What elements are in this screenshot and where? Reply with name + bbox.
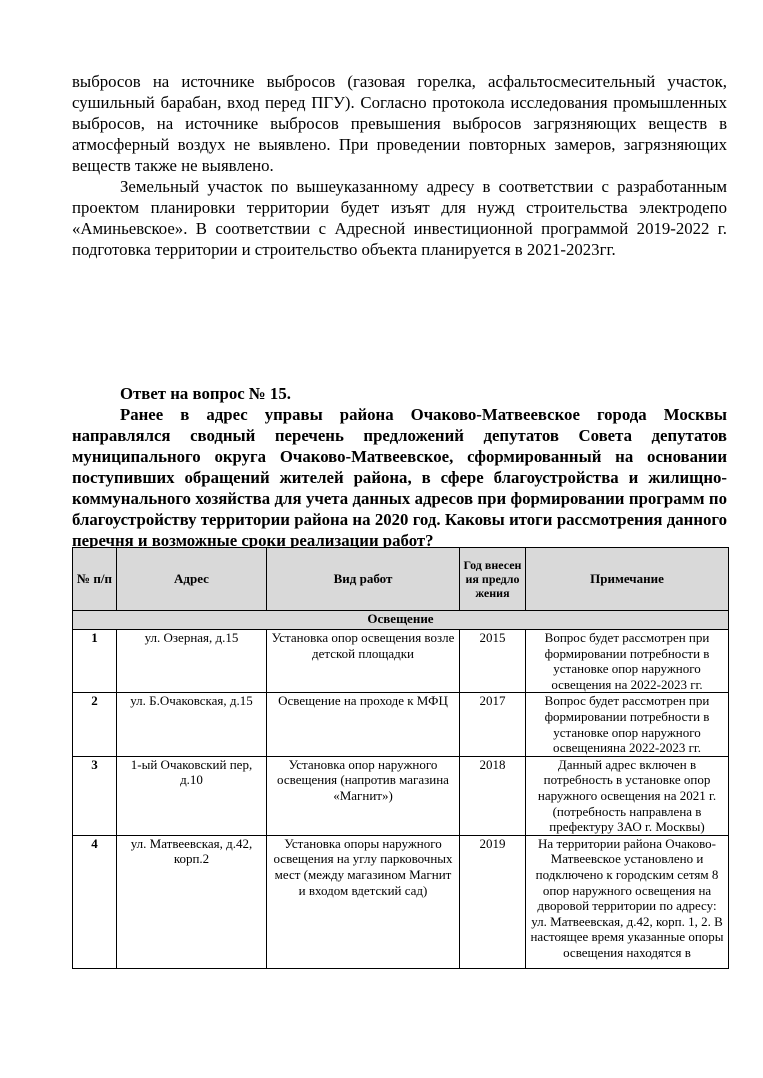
header-num: № п/п <box>73 548 117 611</box>
cell-work: Установка опоры наружного освещения на углу парковочных мест (между магазином Магнит и входом вдетский сад) <box>267 835 460 968</box>
cell-year: 2018 <box>460 756 526 835</box>
cell-num: 4 <box>73 835 117 968</box>
cell-num: 3 <box>73 756 117 835</box>
paragraph-land-plot: Земельный участок по вышеуказанному адресу в соответствии с разработанным проектом планировки территории будет изъят для нужд строительства электродепо «Аминьевское». В соответствии с Адресной инвестиционной программой 2019-2022 г. подготовка территории и строительство объекта планируется в 2021-2023гг. <box>72 177 727 259</box>
question-block <box>72 383 727 551</box>
cell-address: ул. Матвеевская, д.42, корп.2 <box>117 835 267 968</box>
paragraph-emissions: выбросов на источнике выбросов (газовая горелка, асфальтосмесительный участок, сушильный барабан, вход перед ПГУ). Согласно протокола исследования промышленных выбросов, на источнике выбросов превышения выбросов загрязняющих веществ в атмосферный воздух не выявлено. При проведении повторных замеров, загрязняющих веществ также не выявлено. <box>72 72 727 175</box>
table-section-row <box>73 611 729 630</box>
question-heading: Ответ на вопрос № 15. <box>120 384 291 403</box>
cell-note: Данный адрес включен в потребность в установке опор наружного освещения на 2021 г. (потребность направлена в префектуру ЗАО г. Москвы) <box>526 756 729 835</box>
table-header-row <box>73 548 729 611</box>
cell-num: 1 <box>73 630 117 693</box>
table-row <box>73 756 729 835</box>
header-note: Примечание <box>526 548 729 611</box>
cell-work: Установка опор наружного освещения (напротив магазина «Магнит») <box>267 756 460 835</box>
cell-year: 2015 <box>460 630 526 693</box>
cell-note: Вопрос будет рассмотрен при формировании потребности в установке опор наружного освещенияна 2022-2023 гг. <box>526 693 729 756</box>
cell-year: 2017 <box>460 693 526 756</box>
cell-address: 1-ый Очаковский пер, д.10 <box>117 756 267 835</box>
table-row <box>73 693 729 756</box>
section-label: Освещение <box>73 611 729 630</box>
cell-address: ул. Озерная, д.15 <box>117 630 267 693</box>
cell-num: 2 <box>73 693 117 756</box>
header-work: Вид работ <box>267 548 460 611</box>
body-text-block <box>72 71 727 260</box>
cell-address: ул. Б.Очаковская, д.15 <box>117 693 267 756</box>
cell-year: 2019 <box>460 835 526 968</box>
table-row <box>73 630 729 693</box>
header-year: Год внесения предложения <box>460 548 526 611</box>
cell-work: Установка опор освещения возле детской площадки <box>267 630 460 693</box>
question-text: Ранее в адрес управы района Очаково-Матвеевское города Москвы направлялся сводный перечень предложений депутатов Совета депутатов муниципального округа Очаково-Матвеевское, сформированный на основании поступивших обращений жителей района, в сфере благоустройства и жилищно-коммунального хозяйства для учета данных адресов при формировании программ по благоустройству территории района на 2020 год. Каковы итоги рассмотрения данного перечня и возможные сроки реализации работ? <box>72 405 727 550</box>
header-address: Адрес <box>117 548 267 611</box>
cell-note: Вопрос будет рассмотрен при формировании потребности в установке опор наружного освещения на 2022-2023 гг. <box>526 630 729 693</box>
table-row <box>73 835 729 968</box>
cell-note: На территории района Очаково-Матвеевское установлено и подключено к городским сетям 8 опор наружного освещения на дворовой территории по адресу: ул. Матвеевская, д.42, корп. 1, 2. В настоящее время указанные опоры освещения находятся в <box>526 835 729 968</box>
cell-work: Освещение на проходе к МФЦ <box>267 693 460 756</box>
works-table <box>72 547 729 969</box>
